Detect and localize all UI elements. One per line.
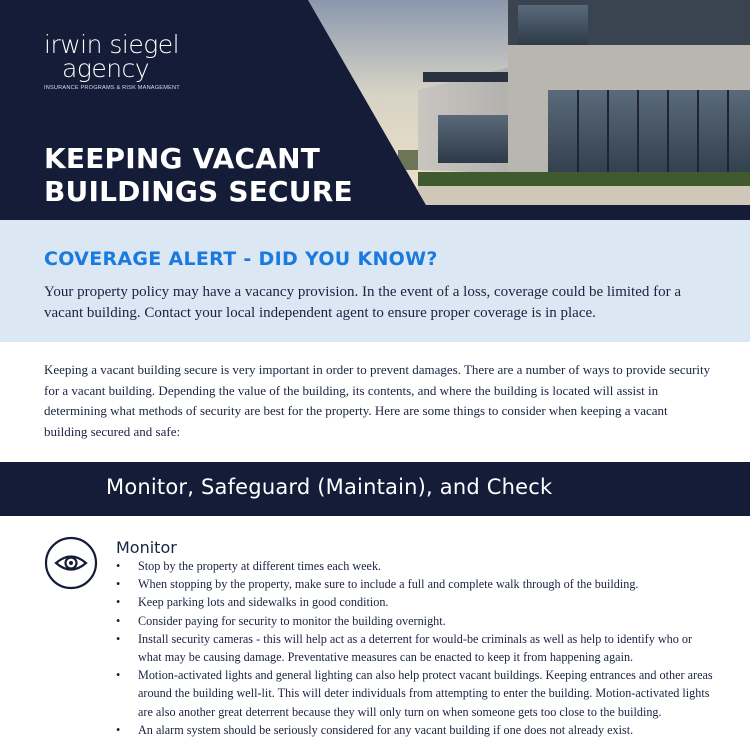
logo-tagline: INSURANCE PROGRAMS & RISK MANAGEMENT (44, 85, 180, 91)
list-item: • When stopping by the property, make sure to include a full and complete walk through of the building. (116, 575, 716, 593)
list-item: • Install security cameras - this will help act as a deterrent for would-be criminals as well as help to identify who or what may be causing damage. Preventative measures can be enacted to keep it from happening again. (116, 630, 716, 666)
building-photo (308, 0, 750, 205)
header-banner (0, 0, 750, 220)
alert-heading: COVERAGE ALERT - DID YOU KNOW? (44, 248, 438, 270)
logo-line-2: agency (62, 54, 150, 83)
title-line-2: BUILDINGS SECURE (44, 175, 353, 208)
alert-body: Your property policy may have a vacancy provision. In the event of a loss, coverage could be limited for a vacant building. Contact your local independent agent to ensure proper coverage is in place. (44, 284, 682, 321)
section-band (0, 462, 750, 516)
logo-line-1: irwin siegel (44, 30, 180, 59)
section-heading: Monitor, Safeguard (Maintain), and Check (106, 475, 553, 499)
page-title (44, 142, 353, 208)
eye-icon (44, 536, 98, 590)
intro-paragraph: Keeping a vacant building secure is very important in order to prevent damages. There are a number of ways to provide security for a vacant building. Depending the value of the building, its contents, and where the building is located will assist in determining what methods of security are best for the property. Here are some things to consider when keeping a vacant building secured and safe: (44, 362, 711, 439)
list-item: • An alarm system should be seriously considered for any vacant building if one does not already exist. (116, 721, 716, 739)
list-item: • Stop by the property at different times each week. (116, 557, 716, 575)
title-line-1: KEEPING VACANT (44, 142, 321, 175)
list-item: • Consider paying for security to monitor the building overnight. (116, 612, 716, 630)
agency-logo (44, 30, 180, 91)
monitor-list (116, 557, 716, 739)
list-item: • Keep parking lots and sidewalks in good condition. (116, 593, 716, 611)
list-item: • Motion-activated lights and general lighting can also help protect vacant buildings. Keeping entrances and other areas around the building well-lit. This will deter individuals from attempting to enter the building. Motion-activated lights are also another great deterrent because they will only turn on when someone gets too close to the building. (116, 666, 716, 721)
monitor-heading: Monitor (116, 538, 177, 557)
coverage-alert (0, 220, 750, 342)
